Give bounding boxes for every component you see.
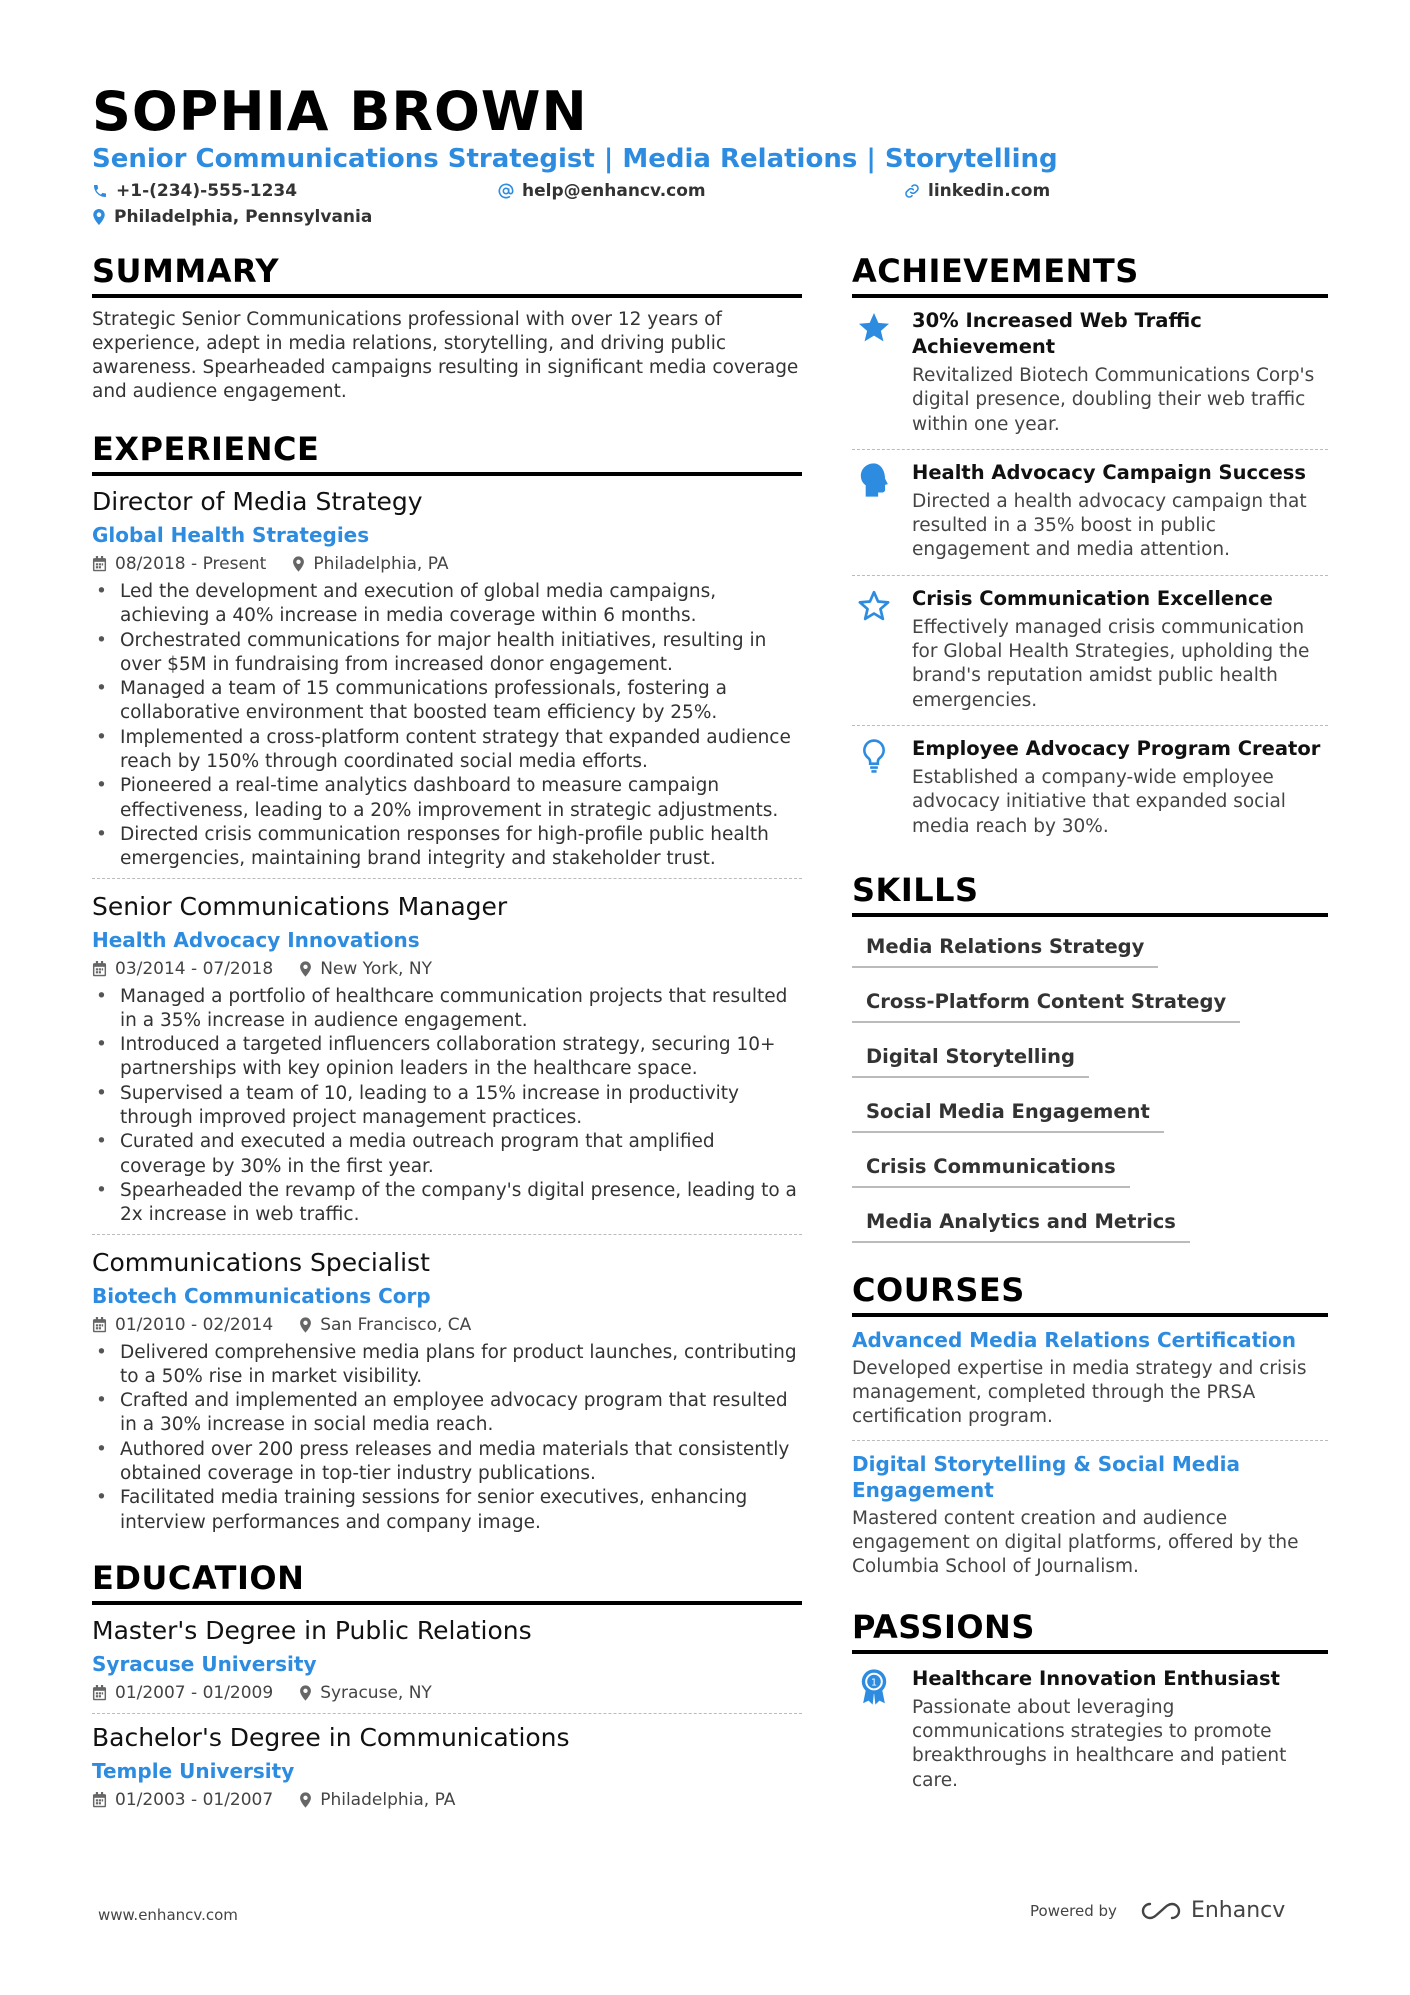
skill-tag: Media Relations Strategy (852, 927, 1158, 968)
job-meta (92, 957, 802, 981)
skill-tag: Media Analytics and Metrics (852, 1202, 1190, 1243)
passion-desc: Passionate about leveraging communications strategies to promote breakthroughs in healthcare and patient care. (912, 1696, 1287, 1791)
school-name: Syracuse University (92, 1651, 317, 1676)
degree-title: Master's Degree in Public Relations (92, 1615, 532, 1645)
job-bullet: • Crafted and implemented an employee advocacy program that resulted in a 30% increase in social media reach. (92, 1389, 802, 1438)
calendar-icon (92, 556, 107, 572)
location-pin-icon (299, 961, 312, 977)
job-location-text: Philadelphia, PA (313, 554, 449, 574)
achievement-desc: Revitalized Biotech Communications Corp's digital presence, doubling their web traffic within one year. (912, 365, 1315, 435)
linkedin-text: linkedin.com (928, 181, 1051, 201)
education-section (92, 1559, 802, 1812)
achievement-desc: Effectively managed crisis communication for Global Health Strategies, upholding the brand's reputation amidst public health emergencies. (912, 616, 1310, 711)
education-meta (92, 1788, 802, 1812)
company-name: Global Health Strategies (92, 523, 370, 547)
job-bullet: • Authored over 200 press releases and media materials that consistently obtained coverage in top-tier industry publications. (92, 1438, 802, 1487)
experience-heading: EXPERIENCE (92, 430, 802, 476)
contact-location (92, 207, 372, 227)
achievements-section (852, 252, 1328, 851)
job-dates-text: 08/2018 - Present (115, 554, 267, 574)
phone-icon (92, 183, 108, 199)
star-outline-icon (856, 588, 892, 624)
job-location (299, 957, 432, 981)
job-entry (92, 1234, 802, 1535)
education-dates (92, 1681, 273, 1705)
lightbulb-icon (860, 738, 888, 774)
skills-section (852, 871, 1328, 1257)
job-dates (92, 957, 273, 981)
job-bullet: • Orchestrated communications for major health initiatives, resulting in over $5M in fundraising from increased donor engagement. (92, 629, 802, 678)
achievement-item (852, 308, 1328, 449)
achievement-title: Employee Advocacy Program Creator (912, 736, 1321, 760)
achievement-desc: Established a company-wide employee advocacy initiative that expanded social media reach by 30%. (912, 766, 1286, 837)
location-pin-icon (299, 1685, 312, 1701)
job-bullet: • Managed a team of 15 communications professionals, fostering a collaborative environment that boosted team efficiency by 25%. (92, 677, 802, 726)
at-icon (498, 183, 514, 199)
job-dates-text: 03/2014 - 07/2018 (115, 958, 274, 979)
course-item (852, 1327, 1328, 1440)
achievement-desc: Directed a health advocacy campaign that resulted in a 35% boost in public engagement and media attention. (912, 490, 1307, 561)
degree-title: Bachelor's Degree in Communications (92, 1722, 570, 1752)
phone-text: +1-(234)-555-1234 (116, 181, 298, 201)
achievement-body (912, 586, 1328, 713)
job-bullet: • Facilitated media training sessions for senior executives, enhancing interview performances and company image. (92, 1486, 802, 1535)
achievement-body (912, 308, 1328, 437)
education-entry (92, 1713, 802, 1812)
job-dates-text: 01/2010 - 02/2014 (115, 1314, 274, 1335)
education-entry (92, 1615, 802, 1705)
footer-branding (1030, 1898, 1285, 1923)
achievement-body (912, 736, 1328, 839)
passions-section (852, 1608, 1328, 1805)
education-dates-text: 01/2007 - 01/2009 (115, 1682, 274, 1703)
achievements-heading: ACHIEVEMENTS (852, 252, 1328, 298)
company-name: Biotech Communications Corp (92, 1283, 431, 1308)
job-bullet: • Spearheaded the revamp of the company's digital presence, leading to a 2x increase in web traffic. (92, 1179, 802, 1228)
job-title: Senior Communications Manager (92, 891, 508, 921)
achievement-body (912, 460, 1328, 563)
candidate-title: Senior Communications Strategist | Media Relations | Storytelling (92, 144, 1058, 174)
education-dates-text: 01/2003 - 01/2007 (115, 1789, 274, 1810)
summary-text: Strategic Senior Communications professional with over 12 years of experience, adept in media relations, storytelling, and driving public awareness. Spearheaded campaigns resulting in significant media coverage and audience engagement. (92, 309, 799, 402)
location-pin-icon (299, 1317, 312, 1333)
company-name: Health Advocacy Innovations (92, 927, 420, 952)
course-item (852, 1440, 1328, 1590)
contact-linkedin[interactable] (904, 181, 1050, 201)
job-bullet: • Curated and executed a media outreach program that amplified coverage by 30% in the first year. (92, 1130, 802, 1179)
job-location-text: New York, NY (320, 958, 432, 979)
course-desc: Mastered content creation and audience engagement on digital platforms, offered by the Columbia School of Journalism. (852, 1507, 1299, 1578)
job-bullets (92, 985, 802, 1228)
job-location (292, 552, 448, 576)
job-bullet: • Managed a portfolio of healthcare communication projects that resulted in a 35% increase in audience engagement. (92, 985, 802, 1034)
calendar-icon (92, 961, 107, 977)
job-entry (92, 486, 802, 872)
job-bullet: • Delivered comprehensive media plans for product launches, contributing to a 50% rise in market visibility. (92, 1341, 802, 1390)
job-bullet: • Pioneered a real-time analytics dashboard to measure campaign effectiveness, leading to a 20% improvement in strategic adjustments. (92, 774, 802, 823)
location-pin-icon (292, 556, 305, 572)
location-pin-icon (299, 1792, 312, 1808)
link-icon (904, 183, 920, 199)
calendar-icon (92, 1685, 107, 1701)
education-location-text: Syracuse, NY (320, 1682, 432, 1703)
skills-heading: SKILLS (852, 871, 1328, 917)
job-bullet: • Directed crisis communication responses for high-profile public health emergencies, maintaining brand integrity and stakeholder trust. (92, 823, 802, 872)
education-meta (92, 1681, 802, 1705)
education-location (299, 1681, 432, 1705)
footer-website[interactable]: www.enhancv.com (98, 1906, 238, 1924)
skill-tag: Social Media Engagement (852, 1092, 1164, 1133)
contact-email[interactable] (498, 181, 706, 201)
skill-tag: Digital Storytelling (852, 1037, 1089, 1078)
email-text: help@enhancv.com (522, 181, 706, 201)
job-bullet: • Supervised a team of 10, leading to a 15% increase in productivity through improved project management practices. (92, 1082, 802, 1131)
education-heading: EDUCATION (92, 1559, 802, 1605)
candidate-name: SOPHIA BROWN (92, 80, 588, 143)
right-column (852, 252, 1328, 1805)
achievement-title: Crisis Communication Excellence (912, 586, 1273, 610)
education-location-text: Philadelphia, PA (320, 1789, 456, 1810)
job-entry (92, 878, 802, 1228)
courses-heading: COURSES (852, 1271, 1328, 1317)
achievement-item (852, 449, 1328, 575)
job-meta (92, 1313, 802, 1337)
passion-icon-wrap (852, 1666, 896, 1793)
job-title: Communications Specialist (92, 1247, 430, 1277)
achievement-icon-wrap (852, 586, 896, 713)
job-dates (92, 552, 266, 576)
calendar-icon (92, 1317, 107, 1333)
job-meta (92, 552, 802, 576)
contact-phone[interactable] (92, 181, 297, 201)
achievement-title: Health Advocacy Campaign Success (912, 460, 1307, 484)
passions-heading: PASSIONS (852, 1608, 1328, 1654)
skill-tag: Crisis Communications (852, 1147, 1130, 1188)
school-name: Temple University (92, 1758, 295, 1783)
summary-section (92, 252, 802, 404)
achievement-item (852, 725, 1328, 851)
job-bullet: • Introduced a targeted influencers collaboration strategy, securing 10+ partnerships with key opinion leaders in the healthcare space. (92, 1033, 802, 1082)
course-title: Digital Storytelling & Social Media Engagement (852, 1451, 1241, 1502)
achievement-item (852, 575, 1328, 725)
passion-body (912, 1666, 1328, 1793)
job-bullets (92, 580, 802, 872)
job-location (299, 1313, 471, 1337)
summary-heading: SUMMARY (92, 252, 802, 298)
enhancv-brand-text: Enhancv (1190, 1898, 1286, 1923)
job-bullets (92, 1341, 802, 1535)
left-column (92, 252, 802, 1812)
achievement-icon-wrap (852, 736, 896, 839)
award-ribbon-icon (857, 1668, 891, 1706)
enhancv-logo-icon (1139, 1900, 1183, 1922)
job-bullet: • Led the development and execution of global media campaigns, achieving a 40% increase in media coverage within 6 months. (92, 580, 802, 629)
education-dates (92, 1788, 273, 1812)
svg-text:1: 1 (870, 1677, 878, 1689)
achievement-title: 30% Increased Web Traffic Achievement (912, 309, 1202, 358)
job-dates (92, 1313, 273, 1337)
education-location (299, 1788, 455, 1812)
location-text: Philadelphia, Pennsylvania (114, 207, 373, 227)
job-bullet: • Implemented a cross-platform content strategy that expanded audience reach by 150% through coordinated social media efforts. (92, 726, 802, 775)
achievement-icon-wrap (852, 460, 896, 563)
passion-item (852, 1664, 1328, 1805)
head-icon (857, 462, 891, 498)
passion-title: Healthcare Innovation Enthusiast (912, 1666, 1280, 1690)
powered-by-text: Powered by (1030, 1901, 1117, 1920)
skill-tag: Cross-Platform Content Strategy (852, 982, 1240, 1023)
course-desc: Developed expertise in media strategy and crisis management, completed through the PRSA certification program. (852, 1357, 1307, 1428)
star-filled-icon (856, 310, 892, 346)
location-pin-icon (92, 209, 106, 225)
course-title: Advanced Media Relations Certification (852, 1327, 1297, 1352)
calendar-icon (92, 1792, 107, 1808)
experience-section (92, 430, 802, 1535)
job-title: Director of Media Strategy (92, 487, 423, 516)
skills-list (852, 927, 1328, 1257)
job-location-text: San Francisco, CA (320, 1314, 472, 1335)
enhancv-logo[interactable] (1139, 1898, 1285, 1923)
courses-section (852, 1271, 1328, 1590)
achievement-icon-wrap (852, 308, 896, 437)
